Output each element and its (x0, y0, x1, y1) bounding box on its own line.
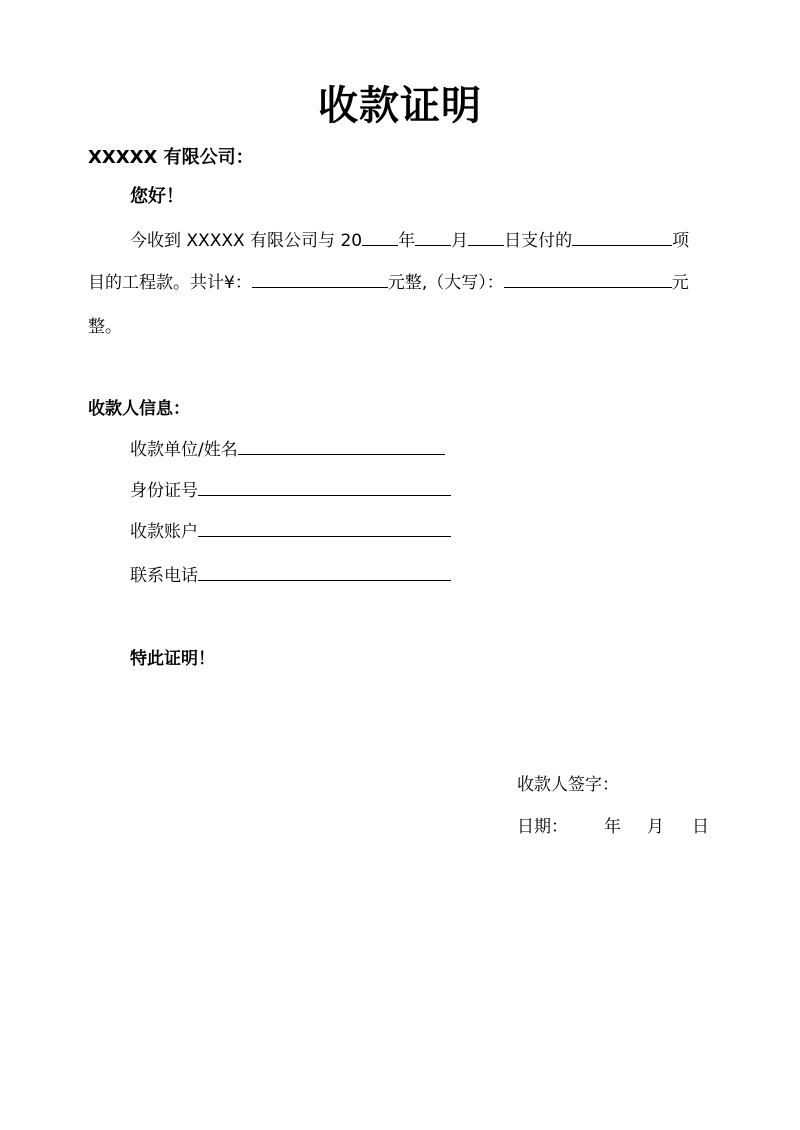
payee-field-id-number (130, 476, 451, 501)
receipt-paragraph-line-1 (130, 226, 689, 251)
xiang-text: 项 (672, 231, 690, 251)
date-year: 年 (604, 817, 621, 837)
amount-in-words-blank (504, 270, 672, 288)
payee-field-name (130, 435, 445, 460)
amount-blank (252, 270, 388, 288)
paragraph-text: 元 (671, 273, 689, 293)
field-label: 联系电话 (130, 566, 198, 586)
date-label: 日期： (517, 817, 568, 837)
payee-info-heading: 收款人信息： (88, 399, 190, 419)
month-text: 月 (451, 231, 469, 251)
signature-date (517, 812, 709, 837)
field-label: 收款账户 (130, 522, 198, 542)
field-label: 身份证号 (130, 481, 198, 501)
field-blank (238, 438, 445, 455)
paragraph-text: 今收到 XXXXX 有限公司与 20 (130, 231, 363, 251)
closing-statement: 特此证明！ (130, 649, 215, 669)
year-blank (362, 228, 398, 246)
day-blank (468, 228, 504, 246)
field-blank (198, 520, 451, 537)
project-blank (572, 228, 672, 246)
document-title: 收款证明 (318, 83, 482, 129)
field-label: 收款单位/姓名 (130, 440, 238, 460)
paragraph-text: 元整,（大写）： (387, 273, 504, 293)
payee-signature-label: 收款人签字： (517, 775, 619, 795)
addressee: XXXXX 有限公司： (88, 147, 254, 168)
day-paid-text: 日支付的 (504, 231, 573, 251)
receipt-paragraph-line-3: 整。 (88, 317, 122, 337)
field-blank (198, 564, 451, 581)
payee-field-phone (130, 561, 451, 586)
paragraph-text: 目的工程款。共计¥： (88, 273, 252, 293)
date-month: 月 (647, 817, 664, 837)
date-day: 日 (692, 817, 709, 837)
payee-field-account (130, 517, 451, 542)
year-text: 年 (398, 231, 416, 251)
month-blank (415, 228, 451, 246)
greeting: 您好！ (130, 186, 184, 207)
field-blank (198, 479, 451, 496)
receipt-paragraph-line-2 (88, 268, 689, 293)
